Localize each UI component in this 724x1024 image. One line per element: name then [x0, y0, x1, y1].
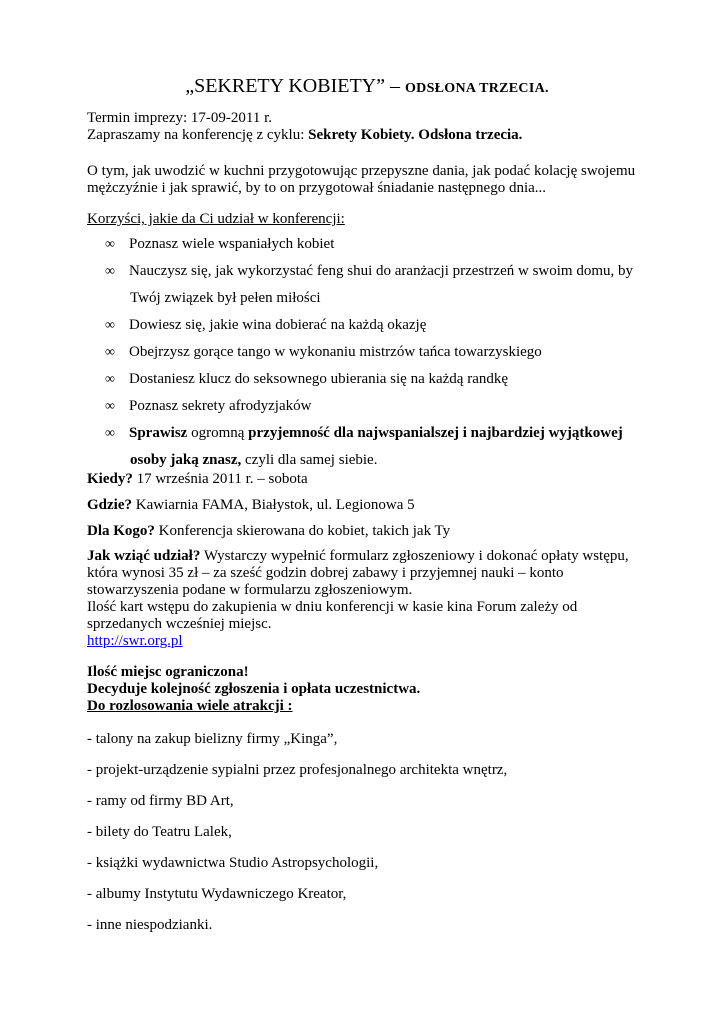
infinity-bullet-icon: ∞ — [105, 264, 115, 279]
infinity-bullet-icon: ∞ — [105, 237, 115, 252]
notice-block — [87, 664, 647, 715]
prize-item: - albumy Instytutu Wydawniczego Kreator, — [87, 886, 347, 902]
prize-item: - projekt-urządzenie sypialni przez profesjonalnego architekta wnętrz, — [87, 762, 508, 778]
prizes-heading: Do rozlosowania wiele atrakcji : — [87, 698, 293, 714]
prize-item: - inne niespodzianki. — [87, 917, 213, 933]
prize-item: - książki wydawnictwa Studio Astropsychologii, — [87, 855, 379, 871]
list-item: ∞ Obejrzysz gorące tango w wykonaniu mistrzów tańca towarzyskiego — [105, 339, 645, 366]
title-main: „SEKRETY KOBIETY” – — [185, 75, 400, 97]
description-paragraph — [87, 163, 647, 197]
how-to-join-paragraph: Jak wziąć udział? Wystarczy wypełnić formularz zgłoszeniowy i dokonać opłaty wstępu, która wynosi 35 zł – za sześć godzin dobrej zabawy i przyjemnej nauki – konto stowarzyszenia podane w formularzu zgłoszeniowym. Ilość kart wstępu do zakupienia w dniu konferencji w kasie kina Forum zależy od sprzedanych wcześniej miejsc. http://swr.org.pl — [87, 548, 629, 649]
infinity-bullet-icon: ∞ — [105, 345, 115, 360]
description-line-2: mężczyźnie i jak sprawić, by to on przygotował śniadanie następnego dnia... — [87, 180, 547, 196]
document-title — [87, 75, 647, 98]
list-item: ∞ Dostaniesz klucz do seksownego ubierania się na każdą randkę — [105, 366, 645, 393]
list-item: ∞ Poznasz sekrety afrodyzjaków — [105, 393, 645, 420]
invite-line — [87, 127, 647, 144]
where-line: Gdzie? Kawiarnia FAMA, Białystok, ul. Legionowa 5 — [87, 497, 415, 513]
limited-seats-notice: Ilość miejsc ograniczona! — [87, 664, 249, 680]
benefits-heading: Korzyści, jakie da Ci udział w konferencji: — [87, 211, 345, 227]
prize-item: - ramy od firmy BD Art, — [87, 793, 234, 809]
infinity-bullet-icon: ∞ — [105, 399, 115, 414]
list-item: ∞ Nauczysz się, jak wykorzystać feng shui do aranżacji przestrzeń w swoim domu, by Twój związek był pełen miłości — [105, 258, 645, 312]
event-date-line: Termin imprezy: 17-09-2011 r. — [87, 110, 273, 126]
infinity-bullet-icon: ∞ — [105, 426, 115, 441]
benefits-list — [105, 231, 645, 474]
infinity-bullet-icon: ∞ — [105, 318, 115, 333]
website-link[interactable]: http://swr.org.pl — [87, 633, 183, 649]
title-sub: ODSŁONA TRZECIA. — [404, 81, 549, 96]
prize-item: - talony na zakup bielizny firmy „Kinga”, — [87, 731, 338, 747]
list-item: ∞ Dowiesz się, jakie wina dobierać na każdą okazję — [105, 312, 645, 339]
prize-item: - bilety do Teatru Lalek, — [87, 824, 232, 840]
infinity-bullet-icon: ∞ — [105, 372, 115, 387]
when-line: Kiedy? 17 września 2011 r. – sobota — [87, 471, 308, 487]
list-item: ∞ Sprawisz ogromną przyjemność dla najwspanialszej i najbardziej wyjątkowej osoby jaką znasz, czyli dla samej siebie. — [105, 420, 645, 474]
order-notice: Decyduje kolejność zgłoszenia i opłata uczestnictwa. — [87, 681, 421, 697]
intro-section — [87, 110, 647, 144]
audience-line: Dla Kogo? Konferencja skierowana do kobiet, takich jak Ty — [87, 523, 451, 539]
description-line-1: O tym, jak uwodzić w kuchni przygotowując przepyszne dania, jak podać kolację swojemu — [87, 163, 636, 179]
list-item: ∞ Poznasz wiele wspaniałych kobiet — [105, 231, 645, 258]
invite-series: Sekrety Kobiety. Odsłona trzecia. — [308, 127, 523, 143]
invite-prefix: Zapraszamy na konferencję z cyklu: — [87, 127, 309, 143]
